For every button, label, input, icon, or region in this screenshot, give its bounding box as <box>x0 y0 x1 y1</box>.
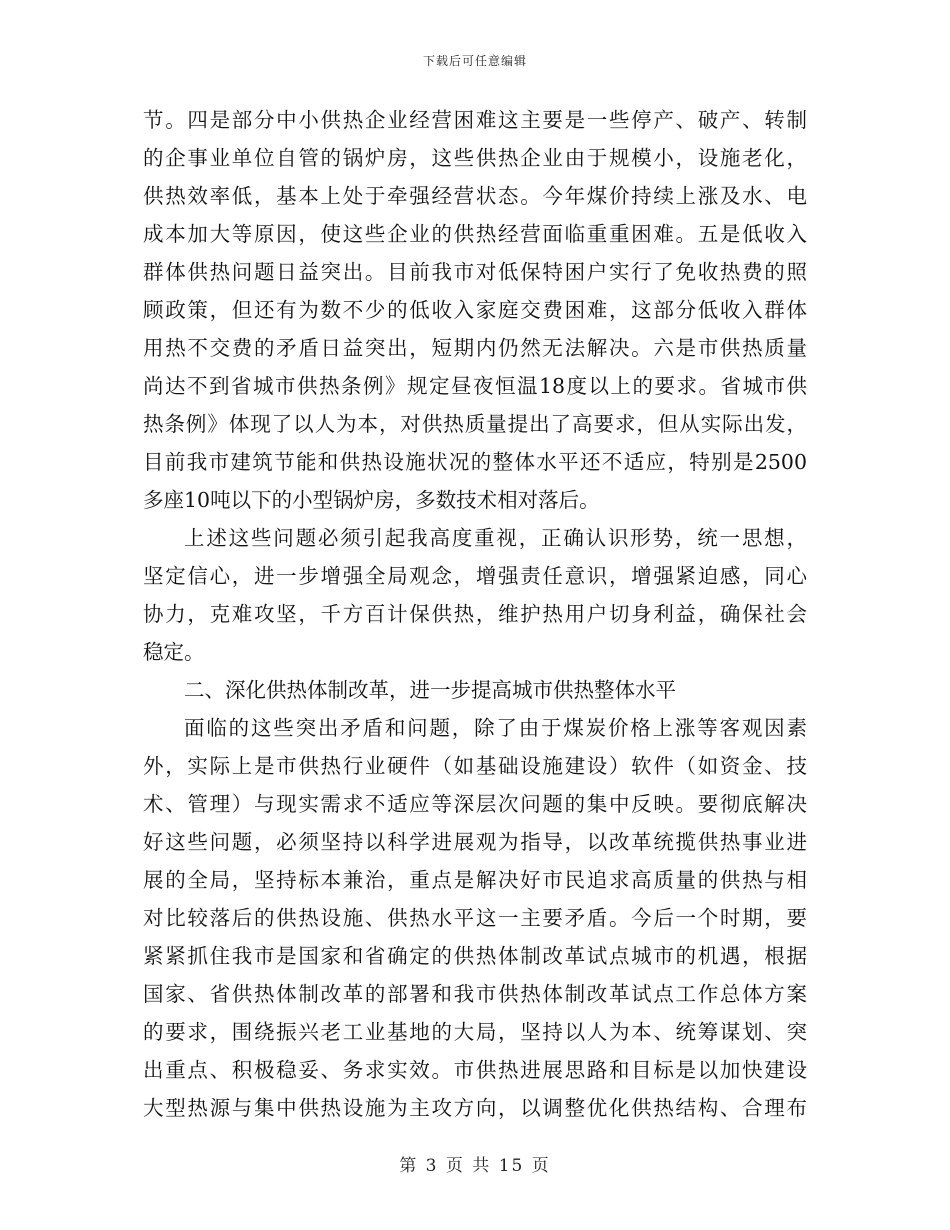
text-line: 的企事业单位自管的锅炉房，这些供热企业由于规模小，设施老化， <box>143 146 807 170</box>
text-line: 紧紧抓住我市是国家和省确定的供热体制改革试点城市的机遇，根据 <box>143 944 807 968</box>
text-line: 成本加大等原因，使这些企业的供热经营面临重重困难。五是低收入 <box>143 222 807 246</box>
text-line: 二、深化供热体制改革，进一步提高城市供热整体水平 <box>184 678 676 702</box>
text-line: 坚定信心，进一步增强全局观念，增强责任意识，增强紧迫感，同心 <box>143 564 807 588</box>
text-line: 好这些问题，必须坚持以科学进展观为指导，以改革统揽供热事业进 <box>143 830 807 854</box>
body-text <box>143 101 807 1127</box>
text-line: 用热不交费的矛盾日益突出，短期内仍然无法解决。六是市供热质量 <box>143 336 807 360</box>
page-header: 下载后可任意编辑 <box>422 54 527 68</box>
text-line: 供热效率低，基本上处于牵强经营状态。今年煤价持续上涨及水、电 <box>143 184 807 208</box>
text-line: 术、管理）与现实需求不适应等深层次问题的集中反映。要彻底解决 <box>143 792 807 816</box>
text-line: 的要求，围绕振兴老工业基地的大局，坚持以人为本、统筹谋划、突 <box>143 1020 807 1044</box>
page-footer: 第 3 页 共 15 页 <box>399 1156 551 1176</box>
text-line: 对比较落后的供热设施、供热水平这一主要矛盾。今后一个时期，要 <box>143 906 807 930</box>
text-line: 稳定。 <box>143 640 205 664</box>
text-line: 面临的这些突出矛盾和问题，除了由于煤炭价格上涨等客观因素 <box>184 716 807 740</box>
text-line: 国家、省供热体制改革的部署和我市供热体制改革试点工作总体方案 <box>143 982 807 1006</box>
text-line: 多座10吨以下的小型锅炉房，多数技术相对落后。 <box>143 488 600 512</box>
text-line: 外，实际上是市供热行业硬件（如基础设施建设）软件（如资金、技 <box>143 754 807 778</box>
text-line: 目前我市建筑节能和供热设施状况的整体水平还不适应，特别是2500 <box>143 450 807 474</box>
text-line: 协力，克难攻坚，千方百计保供热，维护热用户切身利益，确保社会 <box>143 602 807 626</box>
text-line: 展的全局，坚持标本兼治，重点是解决好市民追求高质量的供热与相 <box>143 868 807 892</box>
text-line: 节。四是部分中小供热企业经营困难这主要是一些停产、破产、转制 <box>143 108 807 132</box>
text-line: 热条例》体现了以人为本，对供热质量提出了高要求，但从实际出发， <box>143 412 807 436</box>
text-line: 出重点、积极稳妥、务求实效。市供热进展思路和目标是以加快建设 <box>143 1058 807 1082</box>
text-line: 上述这些问题必须引起我高度重视，正确认识形势，统一思想， <box>184 526 807 550</box>
text-line: 尚达不到省城市供热条例》规定昼夜恒温18度以上的要求。省城市供 <box>143 374 807 398</box>
text-line: 顾政策，但还有为数不少的低收入家庭交费困难，这部分低收入群体 <box>143 298 807 322</box>
text-line: 大型热源与集中供热设施为主攻方向，以调整优化供热结构、合理布 <box>143 1096 807 1120</box>
text-line: 群体供热问题日益突出。目前我市对低保特困户实行了免收热费的照 <box>143 260 807 284</box>
